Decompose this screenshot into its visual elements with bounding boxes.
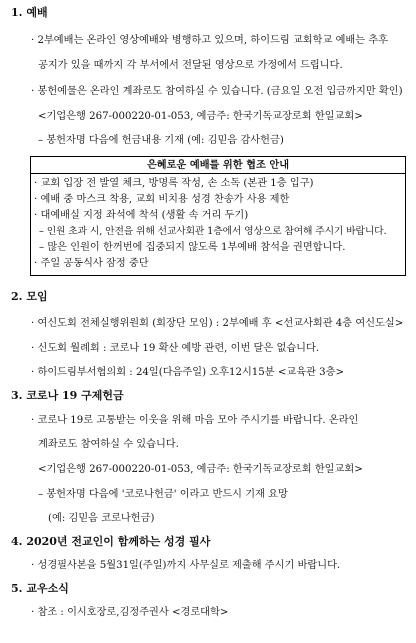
relief-note: – 봉헌자명 다음에 '코로나헌금' 이라고 반드시 기재 요망 xyxy=(38,489,288,500)
notice-box-title: 은혜로운 예배를 위한 협조 안내 xyxy=(31,157,405,174)
relief-line-2: 계좌로도 참여하실 수 있습니다. xyxy=(38,439,179,450)
worship-offering-note: – 봉헌자명 다음에 헌금내용 기재 (예: 김믿음 감사헌금) xyxy=(38,135,284,146)
bible-copy-line: · 성경필사본을 5월31일(주일)까지 사무실로 제출해 주시기 바랍니다. xyxy=(31,560,341,571)
meeting-item: · 신도회 월례회 : 코로나 19 확산 예방 관련, 이번 달은 없습니다. xyxy=(31,343,320,354)
notice-box xyxy=(30,156,406,276)
section-heading-bible-copy: 4. 2020년 전교인이 함께하는 성경 필사 xyxy=(11,535,211,548)
worship-bank-account: <기업은행 267-000220-01-053, 예금주: 한국기독교장로회 한일교회> xyxy=(38,111,363,122)
relief-line-1: · 코로나 19로 고통받는 이웃을 위해 마음 모아 주시기를 바랍니다. 온라인 xyxy=(31,415,359,426)
notice-item: · 주일 공동식사 잠정 중단 xyxy=(34,258,149,269)
relief-example: (예: 김믿음 코로나헌금) xyxy=(48,513,155,524)
meeting-item: · 여신도회 전체실행위원회 (회장단 모임) : 2부예배 후 <선교사회관 4층 여신도실> xyxy=(31,318,404,329)
worship-paragraph-1-line-2: 공지가 있을 때까지 각 부서에서 전달된 영상으로 가정에서 드립니다. xyxy=(38,60,343,71)
relief-bank-account: <기업은행 267-000220-01-053, 예금주: 한국기독교장로회 한일교회> xyxy=(38,464,363,475)
worship-paragraph-1-line-1: · 2부예배는 온라인 영상예배와 병행하고 있으며, 하이드림 교회학교 예배는 추후 xyxy=(31,35,389,46)
section-heading-news: 5. 교우소식 xyxy=(11,582,69,595)
section-heading-meetings: 2. 모임 xyxy=(11,290,48,303)
notice-item: · 대예배실 지정 좌석에 착석 (생활 속 거리 두기) xyxy=(34,210,249,221)
notice-item: · 예배 중 마스크 착용, 교회 비치용 성경 찬송가 사용 제한 xyxy=(34,194,290,205)
notice-item: · 교회 입장 전 발열 체크, 방명록 작성, 손 소독 (본관 1층 입구) xyxy=(34,178,314,189)
news-line: · 참조 : 이시호장로,김정주권사 <경로대학> xyxy=(31,607,229,618)
notice-item: – 인원 초과 시, 안전을 위해 선교사회관 1층에서 영상으로 참여해 주시기 바랍니다. xyxy=(39,226,387,237)
section-heading-relief: 3. 코로나 19 구제헌금 xyxy=(11,389,124,402)
meeting-item: · 하이드림부서협의회 : 24일(다음주일) 오후12시15분 <교육관 3층> xyxy=(31,367,344,378)
section-heading-worship: 1. 예배 xyxy=(11,6,48,19)
worship-offering-line: · 봉헌예물은 온라인 계좌로도 참여하실 수 있습니다. (금요일 오전 입금까지만 확인) xyxy=(31,86,403,97)
notice-item: – 많은 인원이 한꺼번에 집중되지 않도록 1부예배 참석을 권면합니다. xyxy=(39,242,346,253)
